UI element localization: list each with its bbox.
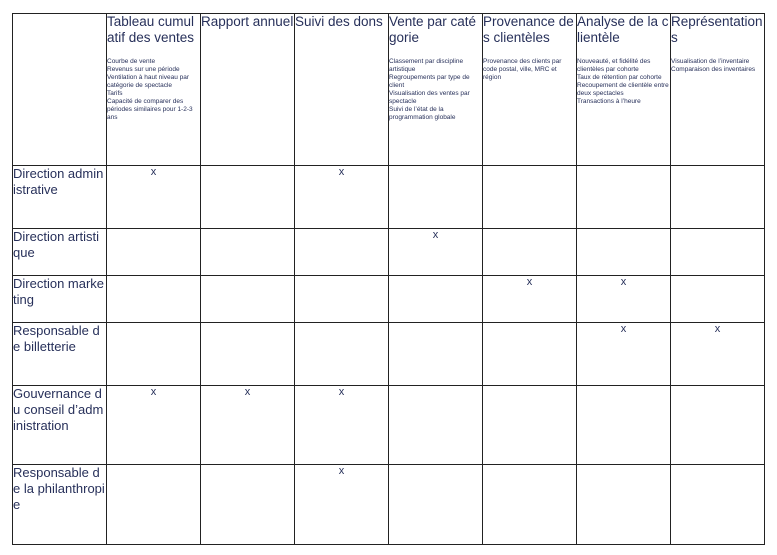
mark-cell	[295, 323, 389, 386]
mark-cell	[483, 229, 577, 276]
column-header	[295, 14, 389, 166]
column-description: Provenance des clients par code postal, ville, MRC et région	[483, 58, 562, 81]
header-row	[13, 14, 765, 166]
mark-cell	[577, 166, 671, 229]
mark-cell	[389, 276, 483, 323]
mark-cell	[483, 166, 577, 229]
column-title: Provenance des clientèles	[483, 14, 574, 45]
mark-cell	[483, 465, 577, 545]
mark-cell	[671, 229, 765, 276]
mark-cell: x	[107, 166, 201, 229]
column-description: Visualisation de l’inventaire Comparaison des inventaires	[671, 58, 756, 73]
table-row	[13, 465, 765, 545]
column-header	[201, 14, 295, 166]
mark-cell: x	[295, 166, 389, 229]
mark-cell	[671, 465, 765, 545]
mark-cell: x	[577, 276, 671, 323]
role-report-matrix	[12, 13, 765, 545]
mark-cell	[295, 276, 389, 323]
mark-cell	[107, 465, 201, 545]
table-row	[13, 323, 765, 386]
column-description: Nouveauté, et fidélité des clientèles par cohorte Taux de rétention par cohorte Recoupement de clientèle entre deux spectacles Transactions à l’heure	[577, 58, 669, 105]
mark-cell	[483, 386, 577, 465]
mark-cell: x	[201, 386, 295, 465]
column-header	[107, 14, 201, 166]
row-label: Responsable de la philanthropie	[13, 465, 107, 545]
mark-cell	[389, 465, 483, 545]
mark-cell	[107, 229, 201, 276]
row-label: Direction artistique	[13, 229, 107, 276]
corner-cell	[13, 14, 107, 166]
column-header	[577, 14, 671, 166]
column-header	[671, 14, 765, 166]
mark-cell	[201, 323, 295, 386]
column-title: Rapport annuel	[201, 14, 294, 29]
mark-cell	[577, 465, 671, 545]
mark-cell	[201, 465, 295, 545]
mark-cell	[671, 276, 765, 323]
table-row	[13, 166, 765, 229]
mark-cell	[389, 166, 483, 229]
column-description: Courbe de vente Revenus sur une période Ventilation à haut niveau par catégorie de spectacle Tarifs Capacité de comparer des périodes similaires pour 1-2-3 ans	[107, 58, 193, 121]
column-title: Représentations	[671, 14, 763, 45]
mark-cell: x	[671, 323, 765, 386]
mark-cell	[389, 386, 483, 465]
row-label: Direction administrative	[13, 166, 107, 229]
mark-cell	[107, 323, 201, 386]
mark-cell: x	[295, 465, 389, 545]
mark-cell: x	[389, 229, 483, 276]
mark-cell	[671, 386, 765, 465]
row-label: Direction marketing	[13, 276, 107, 323]
column-description: Classement par discipline artistique Regroupements par type de client Visualisation des ventes par spectacle Suivi de l’état de la programmation globale	[389, 58, 470, 121]
row-label: Gouvernance du conseil d’administration	[13, 386, 107, 465]
mark-cell: x	[295, 386, 389, 465]
mark-cell	[671, 166, 765, 229]
mark-cell: x	[577, 323, 671, 386]
column-header	[389, 14, 483, 166]
mark-cell: x	[107, 386, 201, 465]
mark-cell	[201, 229, 295, 276]
mark-cell	[295, 229, 389, 276]
column-title: Suivi des dons	[295, 14, 383, 29]
row-label: Responsable de billetterie	[13, 323, 107, 386]
column-title: Analyse de la clientèle	[577, 14, 669, 45]
mark-cell	[577, 229, 671, 276]
mark-cell	[201, 276, 295, 323]
mark-cell	[577, 386, 671, 465]
mark-cell	[389, 323, 483, 386]
mark-cell	[201, 166, 295, 229]
table-row	[13, 386, 765, 465]
table-row	[13, 229, 765, 276]
mark-cell	[107, 276, 201, 323]
column-title: Vente par catégorie	[389, 14, 477, 45]
mark-cell	[483, 323, 577, 386]
column-title: Tableau cumulatif des ventes	[107, 14, 195, 45]
column-header	[483, 14, 577, 166]
mark-cell: x	[483, 276, 577, 323]
table-row	[13, 276, 765, 323]
